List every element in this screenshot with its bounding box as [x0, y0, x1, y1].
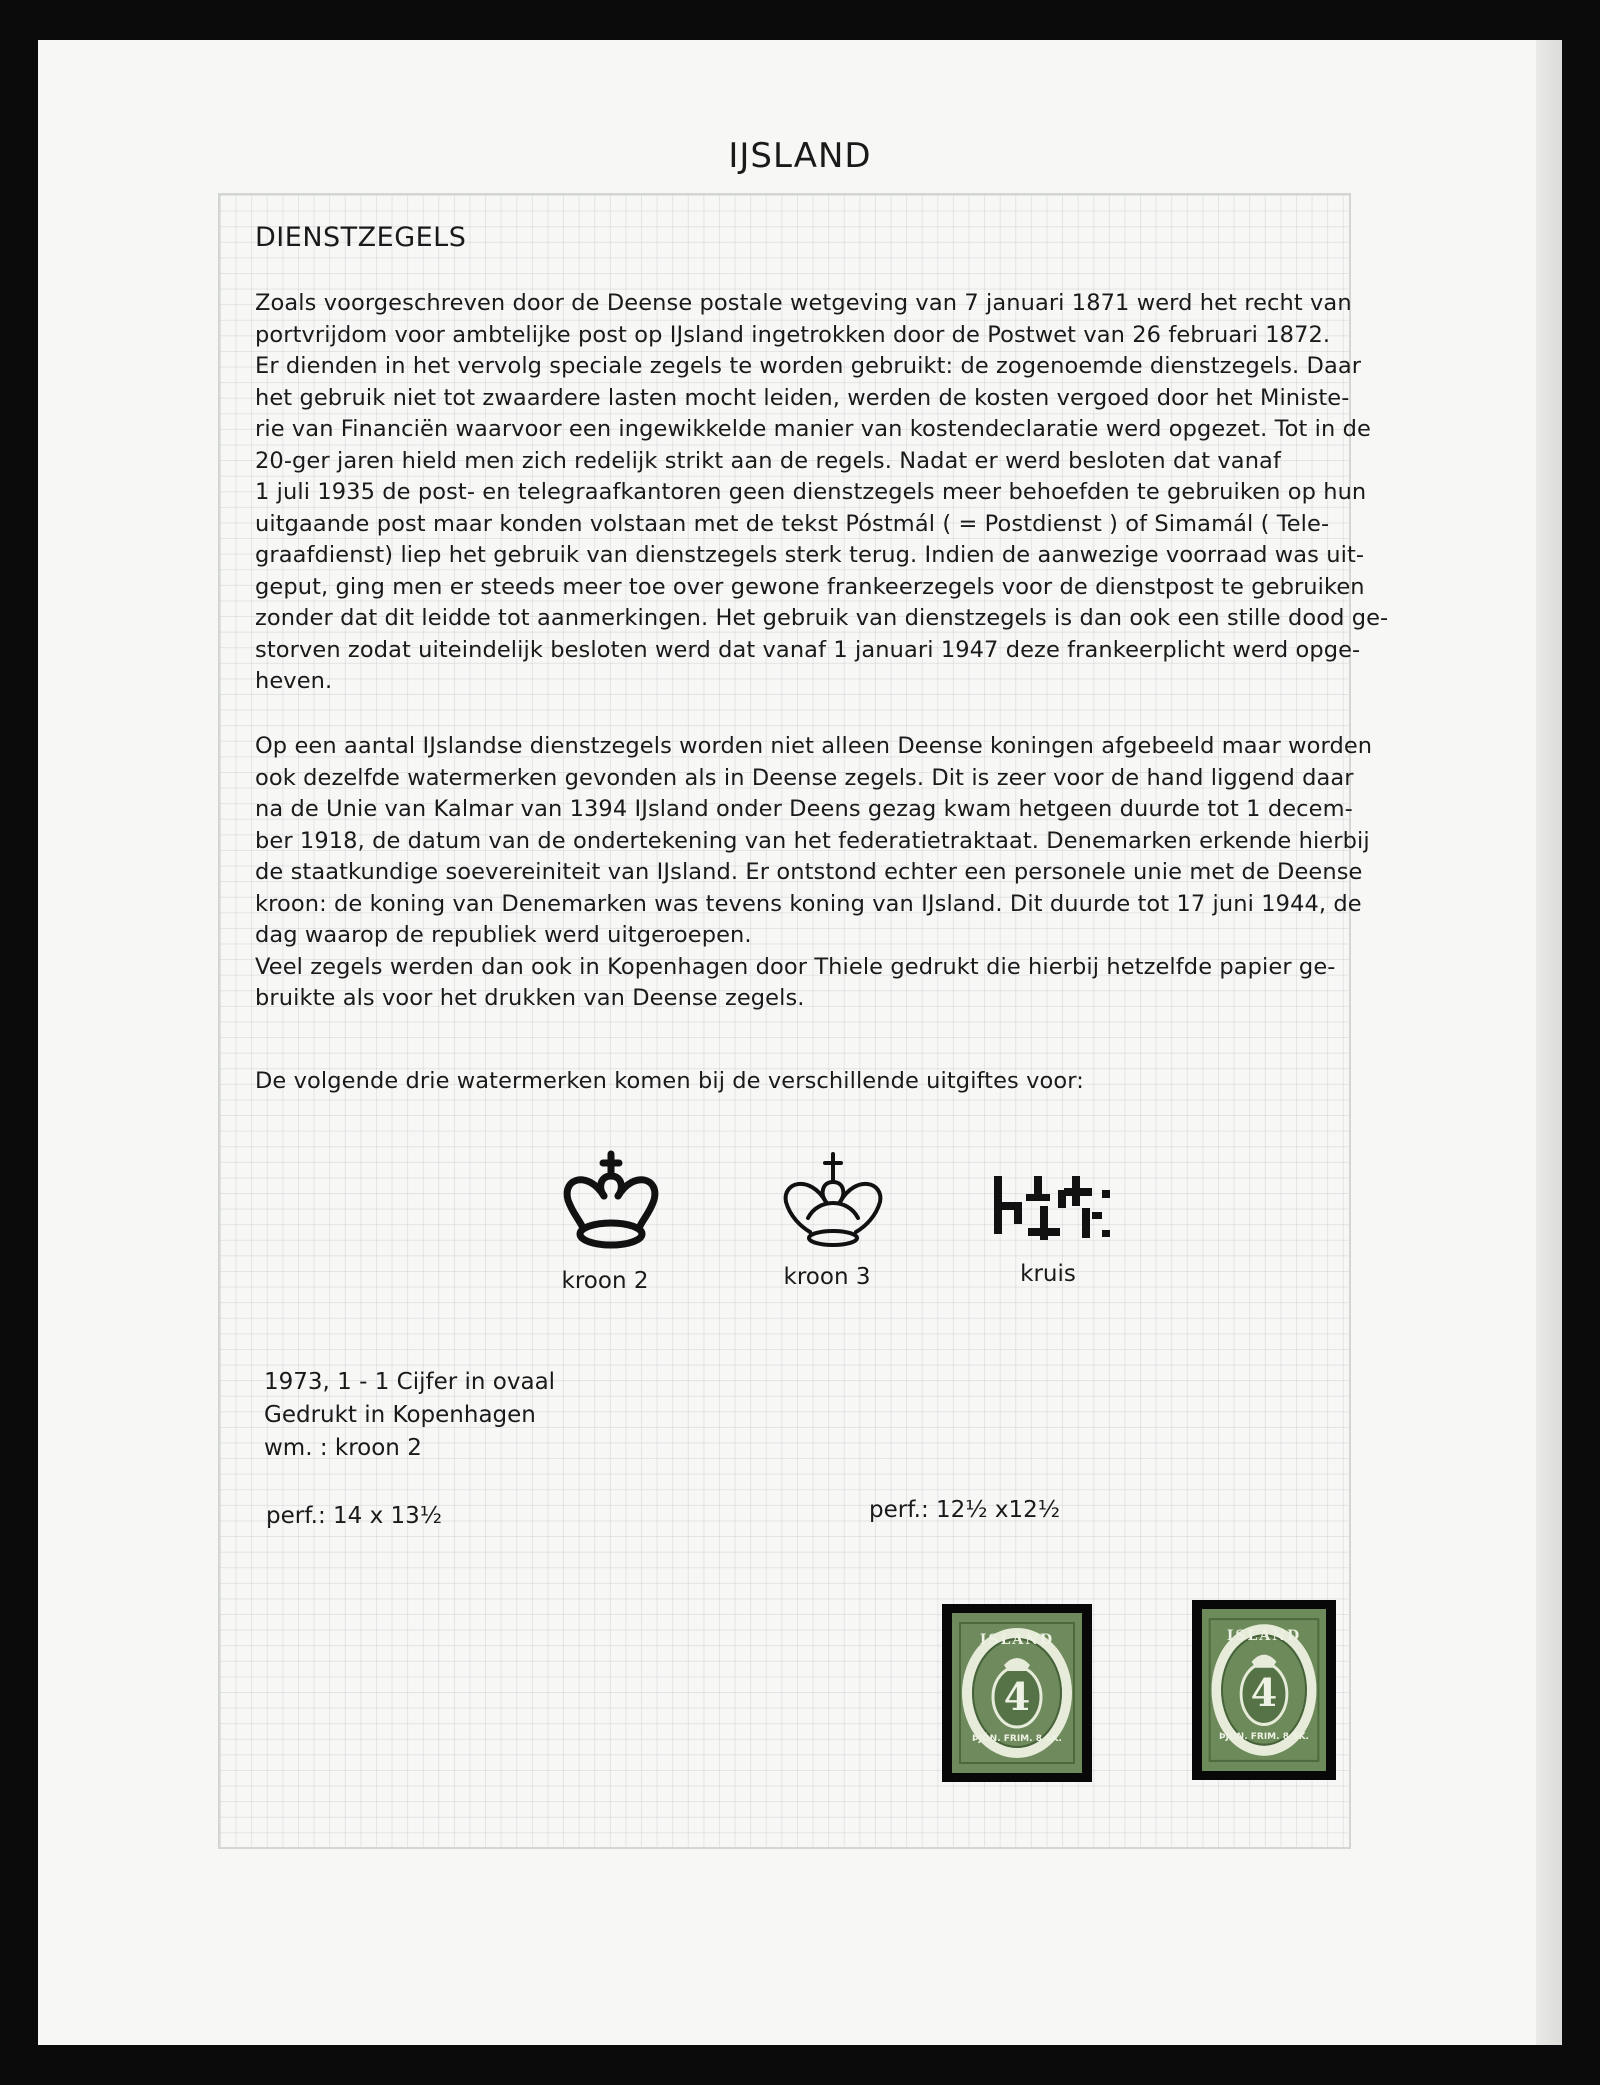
paragraph-history: Zoals voorgeschreven door de Deense postale wetgeving van 7 januari 1871 werd het recht van portvrijdom voor ambtelijke post op IJsland ingetrokken door de Postwet van 26 februari 1872. Er dienden in het vervolg speciale zegels te worden gebruikt: de zogenoemde dienstzegels. Daar het gebruik niet tot zwaardere lasten mocht leiden, werden de kosten vergoed door het Ministe- rie van Financiën waarvoor een ingewikkelde manier van kostendeclaratie werd opgezet. Tot in de 20-ger jaren hield men zich redelijk strikt aan de regels. Nadat er werd besloten dat vanaf 1 juli 1935 de post- en telegraafkantoren geen dienstzegels meer behoefden te gebruiken op hun uitgaande post maar konden volstaan met de tekst Póstmál ( = Postdienst ) of Simamál ( Tele- graafdienst) liep het gebruik van dienstzegels sterk terug. Indien de aanwezige voorraad was uit- geput, ging men er steeds meer toe over gewone frankeerzegels voor de dienstpost te gebruiken zonder dat dit leidde tot aanmerkingen. Het gebruik van dienstzegels is dan ook een stille dood ge- storven zodat uiteindelijk besloten werd dat vanaf 1 januari 1947 deze frankeerplicht werd opge- heven. [255, 290, 1389, 694]
issue-watermark-line: wm. : kroon 2 [264, 1435, 422, 1461]
stamp-value: 4 [1250, 1670, 1278, 1715]
crown-3-icon [778, 1152, 888, 1250]
perforation-left: perf.: 14 x 13½ [266, 1503, 443, 1529]
stamp-bottom-text: ÞJÓN. FRIM. 8 SK. [1219, 1732, 1309, 1742]
section-heading: DIENSTZEGELS [255, 222, 467, 253]
crown-2-icon [558, 1150, 664, 1250]
paragraph-intro-watermarks: De volgende drie watermerken komen bij de verschillende uitgiftes voor: [255, 1068, 1084, 1094]
watermark-label-kruis: kruis [1020, 1261, 1076, 1287]
stamp-mount [1192, 1600, 1336, 1780]
watermark-label-kroon-2: kroon 2 [561, 1268, 649, 1294]
watermark-label-kroon-3: kroon 3 [783, 1264, 871, 1290]
stamp-value: 4 [1003, 1674, 1031, 1719]
page-title: IJSLAND [728, 136, 872, 176]
issue-printer-line: Gedrukt in Kopenhagen [264, 1402, 536, 1428]
stamp-country: ISLAND [1226, 1628, 1302, 1644]
stamp-bottom-text: ÞJÓN. FRIM. 8 SK. [972, 1734, 1062, 1744]
stamp-mount [942, 1604, 1092, 1782]
crosses-icon [992, 1172, 1120, 1244]
page-edge [1536, 40, 1562, 2045]
stamp-country: ISLAND [979, 1632, 1055, 1648]
issue-date-line: 1973, 1 - 1 Cijfer in ovaal [264, 1369, 556, 1395]
paragraph-watermarks: Op een aantal IJslandse dienstzegels worden niet alleen Deense koningen afgebeeld maar worden ook dezelfde watermerken gevonden als in Deense zegels. Dit is zeer voor de hand liggend daar na de Unie van Kalmar van 1394 IJsland onder Deens gezag kwam hetgeen duurde tot 1 decem- ber 1918, de datum van de ondertekening van het federatietraktaat. Denemarken erkende hierbij de staatkundige soevereiniteit van IJsland. Er ontstond echter een personele unie met de Deense kroon: de koning van Denemarken was tevens koning van IJsland. Dit duurde tot 17 juni 1944, de dag waarop de republiek werd uitgeroepen. Veel zegels werden dan ook in Kopenhagen door Thiele gedrukt die hierbij hetzelfde papier ge- bruikte als voor het drukken van Deense zegels. [255, 733, 1373, 1011]
perforation-right: perf.: 12½ x12½ [869, 1497, 1061, 1523]
